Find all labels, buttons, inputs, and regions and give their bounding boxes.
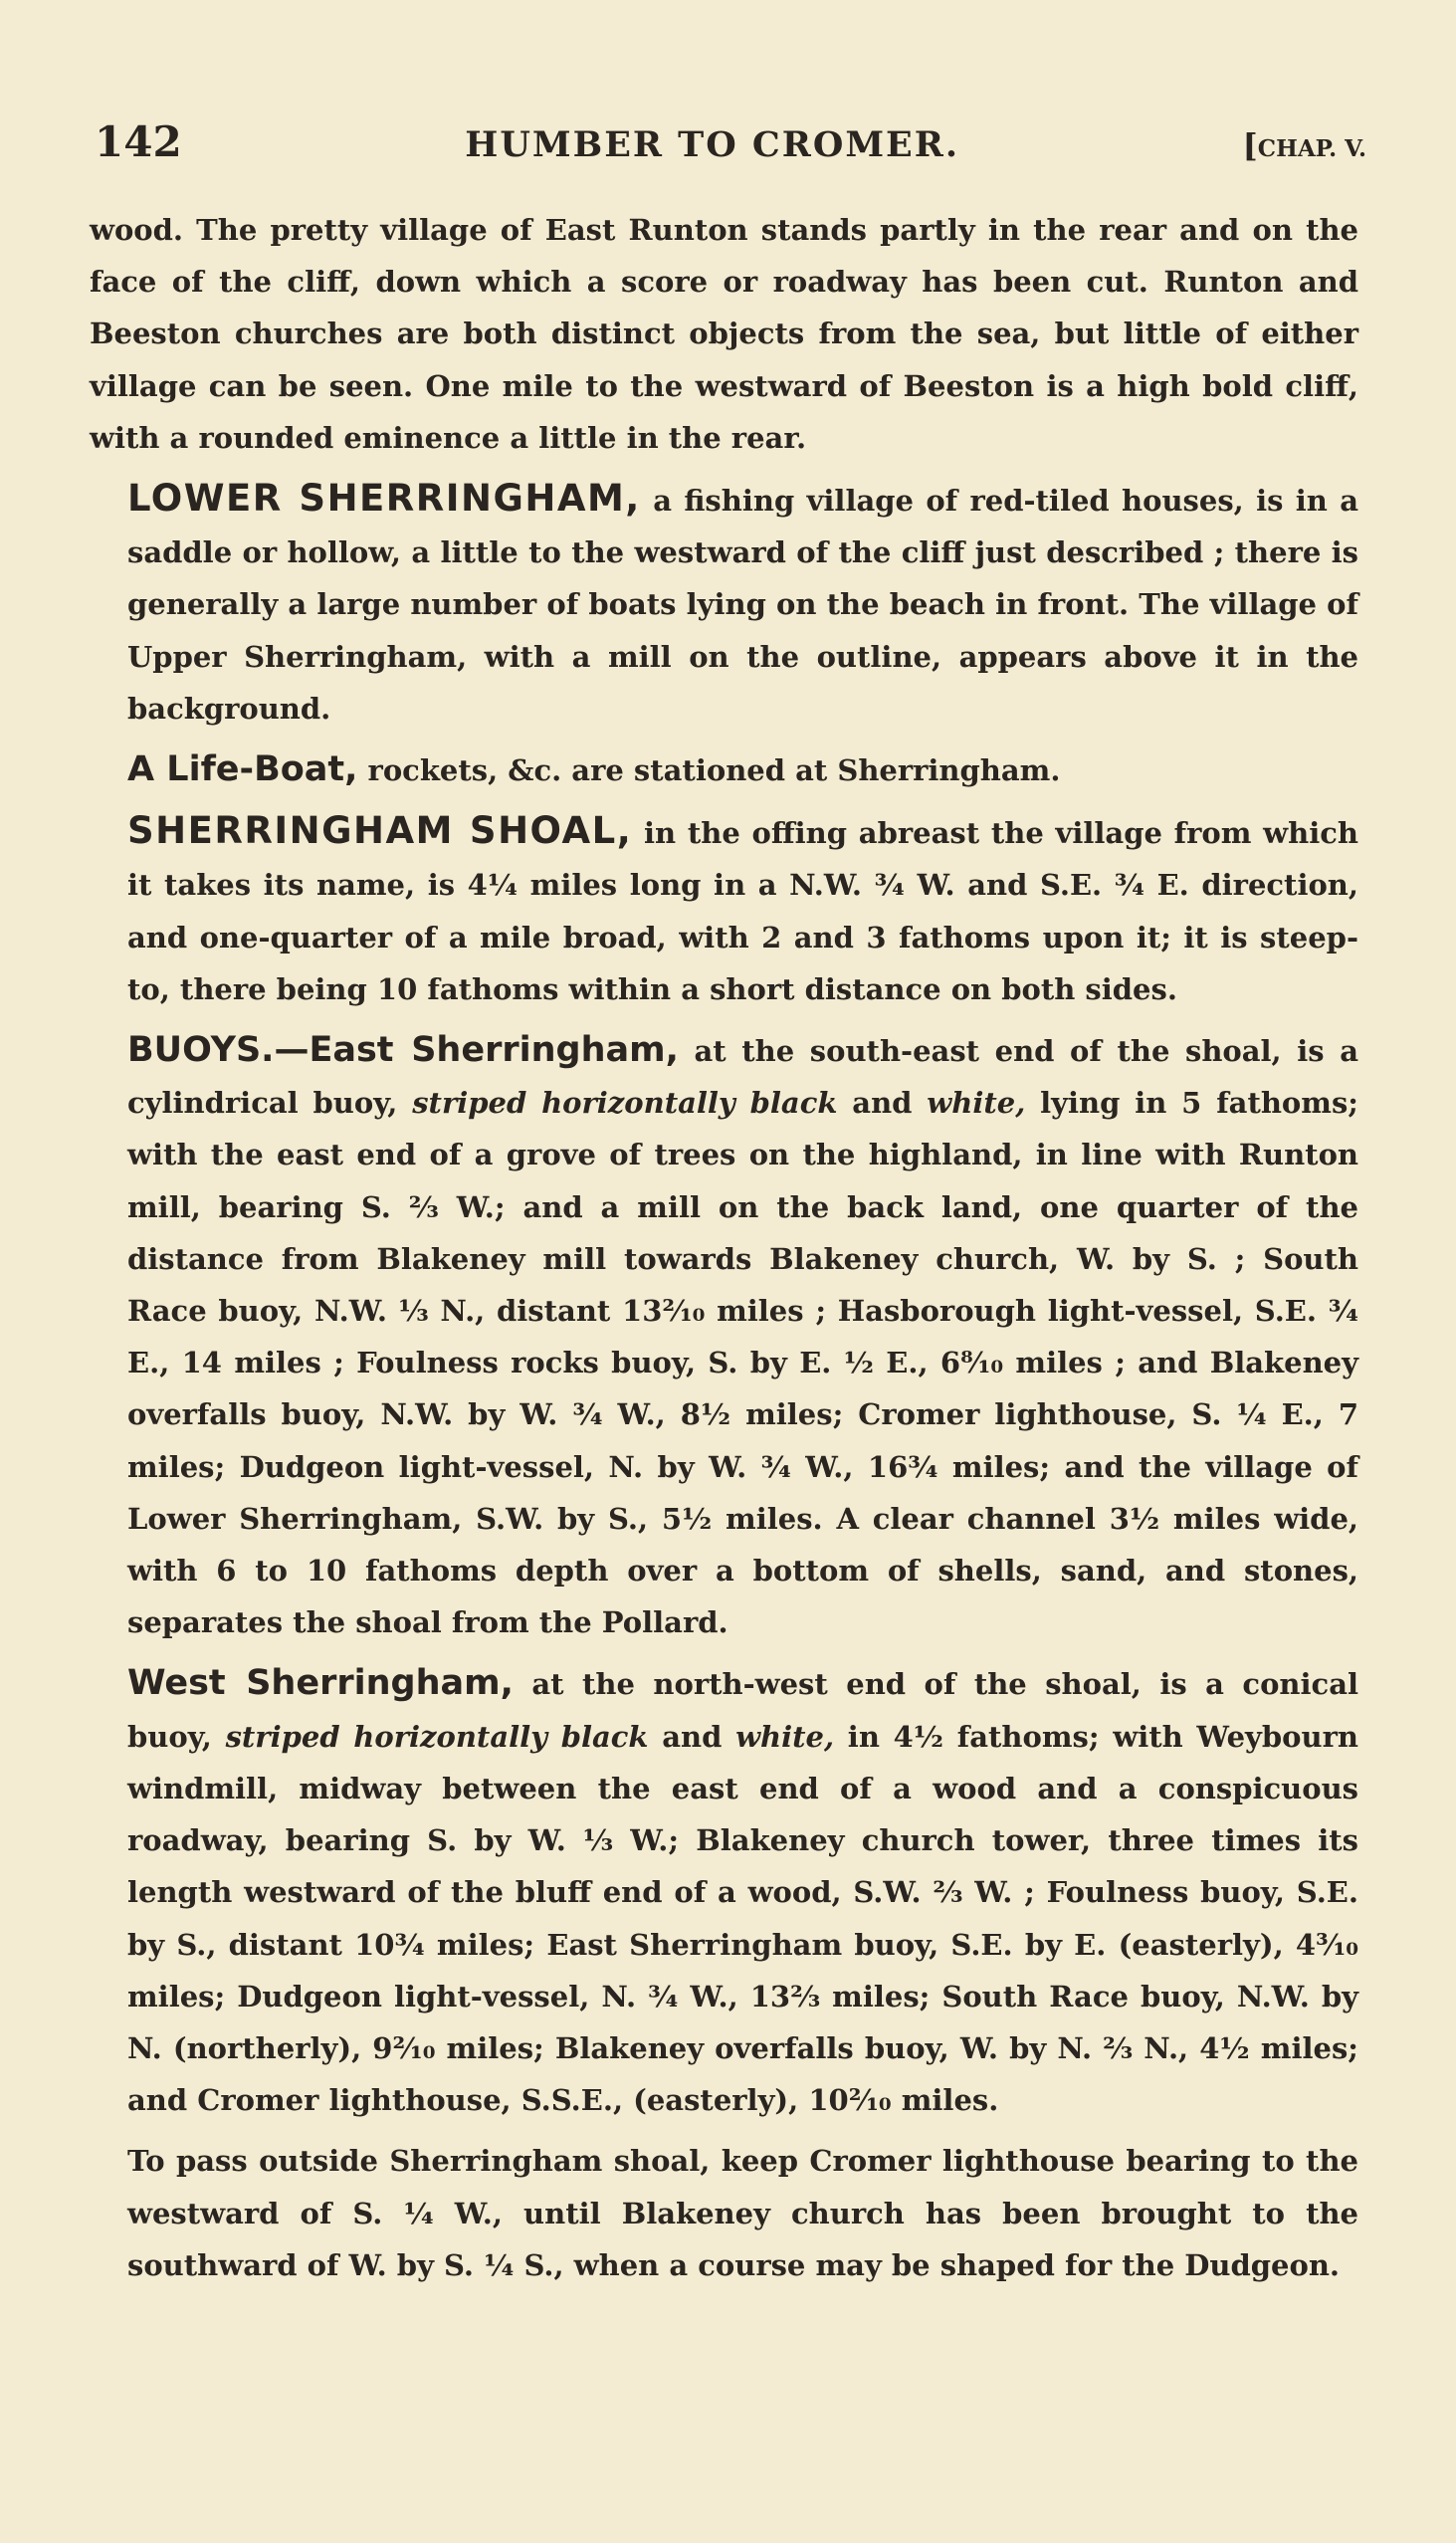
text-west-a: at the north-west end of the shoal, is a conical buoy, (127, 1667, 1358, 1754)
text-buoys-east-em1: striped horizontally black (412, 1086, 838, 1121)
text-sherringham-shoal: in the offing abreast the village from which it takes its name, is 4¼ miles long in a N.W. ¾ W. and S.E. ¾ E. direction, and one-quarter of a mile broad, with 2 and 3 fathoms upon it; it is steep-to, there being 10 fathoms within a short distance on both sides. (127, 816, 1358, 1006)
text-west-b: and (648, 1719, 736, 1754)
paragraph-life-boat (90, 743, 1358, 796)
text-west-em1: striped horizontally black (225, 1719, 649, 1754)
paragraph-buoys-east (90, 1024, 1358, 1648)
heading-west-sherringham: West Sherringham, (127, 1663, 514, 1704)
paragraph-sherringham-shoal (90, 805, 1358, 1015)
text-life-boat: rockets, &c. are stationed at Sherringham. (357, 753, 1061, 788)
paragraph-west-sherringham (90, 1657, 1358, 2126)
heading-sherringham-shoal: SHERRINGHAM SHOAL, (127, 809, 633, 853)
heading-life-boat: A Life-Boat, (127, 749, 358, 790)
page-body (90, 204, 1358, 2291)
running-title: HUMBER TO CROMER. (465, 124, 960, 165)
chapter-marker (1243, 126, 1366, 164)
text-buoys-east-em2: white, (927, 1086, 1026, 1121)
chapter-bracket: [ (1242, 126, 1258, 164)
page-header (95, 117, 1366, 166)
text-lower-sherringham: a fishing village of red-tiled houses, is in a saddle or hollow, a little to the westward of the cliff just described ; there is generally a large number of boats lying on the beach in front. The village of Upper Sherringham, with a mill on the outline, appears above it in the background. (127, 484, 1358, 726)
heading-buoys-east: BUOYS.—East Sherringham, (127, 1030, 679, 1071)
heading-lower-sherringham: LOWER SHERRINGHAM, (127, 477, 641, 521)
chapter-label: CHAP. V. (1257, 135, 1366, 162)
paragraph-east-runton: wood. The pretty village of East Runton stands partly in the rear and on the face of the cliff, down which a score or roadway has been cut. Runton and Beeston churches are both distinct objects from the sea, but little of either village can be seen. One mile to the westward of Beeston is a high bold cliff, with a rounded eminence a little in the rear. (90, 213, 1358, 455)
text-west-em2: white, (735, 1719, 835, 1754)
text-buoys-east-b: and (837, 1086, 928, 1121)
text-buoys-east-a: at the south-east end of the shoal, is a cylindrical buoy, (127, 1034, 1358, 1121)
paragraph-passage-directions: To pass outside Sherringham shoal, keep Cromer lighthouse bearing to the westward of S. ¼ W., until Blakeney church has been brought to the southward of W. by S. ¼ S., when a course may be shaped for the Dudgeon. (127, 2144, 1358, 2282)
page-number: 142 (95, 117, 182, 166)
paragraph-lower-sherringham (90, 473, 1358, 735)
text-buoys-east-c: lying in 5 fathoms; with the east end of a grove of trees on the highland, in line with Runton mill, bearing S. ⅔ W.; and a mill on the back land, one quarter of the distance from Blakeney mill towards Blakeney church, W. by S. ; South Race buoy, N.W. ⅓ N., distant 13²⁄₁₀ miles ; Hasborough light-vessel, S.E. ¾ E., 14 miles ; Foulness rocks buoy, S. by E. ½ E., 6⁸⁄₁₀ miles ; and Blakeney overfalls buoy, N.W. by W. ¾ W., 8½ miles; Cromer lighthouse, S. ¼ E., 7 miles; Dudgeon light-vessel, N. by W. ¾ W., 16¾ miles; and the village of Lower Sherringham, S.W. by S., 5½ miles. A clear channel 3½ miles wide, with 6 to 10 fathoms depth over a bottom of shells, sand, and stones, separates the shoal from the Pollard. (127, 1086, 1358, 1640)
text-west-c: in 4½ fathoms; with Weybourn windmill, midway between the east end of a wood and a conspicuous roadway, bearing S. by W. ⅓ W.; Blakeney church tower, three times its length westward of the bluff end of a wood, S.W. ⅔ W. ; Foulness buoy, S.E. by S., distant 10¾ miles; East Sherringham buoy, S.E. by E. (easterly), 4³⁄₁₀ miles; Dudgeon light-vessel, N. ¾ W., 13⅔ miles; South Race buoy, N.W. by N. (northerly), 9²⁄₁₀ miles; Blakeney overfalls buoy, W. by N. ⅔ N., 4½ miles; and Cromer lighthouse, S.S.E., (easterly), 10²⁄₁₀ miles. (127, 1719, 1358, 2118)
